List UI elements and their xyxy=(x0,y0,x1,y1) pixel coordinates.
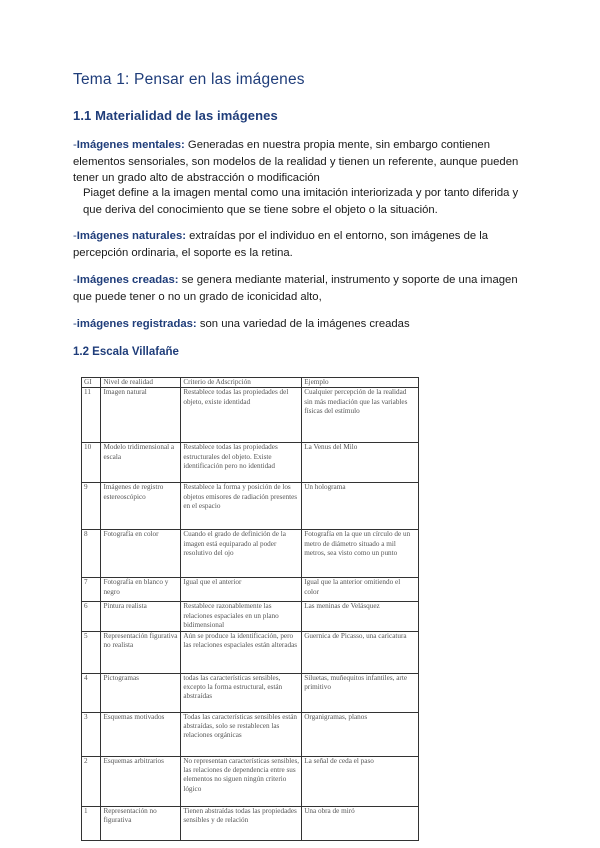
cell-gi: 9 xyxy=(82,483,101,530)
cell-ejemplo: Fotografía en la que un círculo de un metro de diámetro situado a mil metros, sea visto como un punto xyxy=(302,530,419,578)
cell-ejemplo: Las meninas de Velásquez xyxy=(302,602,419,631)
table-row xyxy=(82,388,419,443)
cell-gi: 5 xyxy=(82,631,101,673)
cell-criterio: Todas las características sensibles están abstraídas, solo se restablecen las relaciones orgánicas xyxy=(181,712,302,756)
table-header-row xyxy=(82,378,419,388)
paragraph-registradas xyxy=(73,316,523,333)
table-row xyxy=(82,631,419,673)
bullet-dash: - xyxy=(73,139,77,151)
table-row xyxy=(82,673,419,712)
page-title: Tema 1: Pensar en las imágenes xyxy=(73,71,305,88)
column-header-gi: GI xyxy=(82,378,101,388)
table-body xyxy=(82,388,419,840)
cell-ejemplo: Guernica de Picasso, una caricatura xyxy=(302,631,419,673)
cell-criterio: No representan características sensibles, las relaciones de dependencia entre sus elementos no siguen ningún criterio lógico xyxy=(181,756,302,806)
cell-ejemplo: La señal de ceda el paso xyxy=(302,756,419,806)
cell-nivel: Esquemas arbitrarios xyxy=(101,756,181,806)
cell-nivel: Imagen natural xyxy=(101,388,181,443)
text-creadas: se genera mediante material, instrumento y soporte de una imagen que puede tener o no un grado de iconicidad alto, xyxy=(73,274,518,303)
column-header-ejemplo: Ejemplo xyxy=(302,378,419,388)
text-registradas: son una variedad de la imágenes creadas xyxy=(196,318,410,330)
table-row xyxy=(82,443,419,483)
cell-nivel: Pintura realista xyxy=(101,602,181,631)
table-row xyxy=(82,806,419,840)
cell-gi: 3 xyxy=(82,712,101,756)
bullet-dash: - xyxy=(73,318,77,330)
column-header-criterio: Criterio de Adscripción xyxy=(181,378,302,388)
cell-gi: 2 xyxy=(82,756,101,806)
cell-nivel: Fotografía en blanco y negro xyxy=(101,578,181,602)
cell-ejemplo: Una obra de miró xyxy=(302,806,419,840)
cell-nivel: Esquemas motivados xyxy=(101,712,181,756)
cell-ejemplo: Igual que la anterior omitiendo el color xyxy=(302,578,419,602)
cell-criterio: Restablece todas las propiedades estructurales del objeto. Existe identificación pero no identidad xyxy=(181,443,302,483)
paragraph-mentales xyxy=(73,137,523,187)
cell-criterio: Cuando el grado de definición de la imagen está equiparado al poder resolutivo del ojo xyxy=(181,530,302,578)
cell-ejemplo: Cualquier percepción de la realidad sin más mediación que las variables físicas del estímulo xyxy=(302,388,419,443)
column-header-nivel: Nivel de realidad xyxy=(101,378,181,388)
cell-nivel: Pictogramas xyxy=(101,673,181,712)
term-mentales: Imágenes mentales: xyxy=(76,139,185,151)
cell-nivel: Fotografía en color xyxy=(101,530,181,578)
cell-criterio: Restablece todas las propiedades del objeto, existe identidad xyxy=(181,388,302,443)
cell-gi: 10 xyxy=(82,443,101,483)
term-creadas: Imágenes creadas: xyxy=(76,274,179,286)
table-row xyxy=(82,602,419,631)
cell-criterio: Igual que el anterior xyxy=(181,578,302,602)
text-mentales: Generadas en nuestra propia mente, sin embargo contienen elementos sensoriales, son modelos de la realidad y tienen un referente, aunque pueden tener un grado alto de abstracción o modificación xyxy=(73,139,519,184)
cell-gi: 1 xyxy=(82,806,101,840)
text-naturales: extraídas por el individuo en el entorno, son imágenes de la percepción ordinaria, el soporte es la retina. xyxy=(73,230,489,259)
cell-ejemplo: Siluetas, muñequitos infantiles, arte primitivo xyxy=(302,673,419,712)
cell-nivel: Representación no figurativa xyxy=(101,806,181,840)
cell-nivel: Modelo tridimensional a escala xyxy=(101,443,181,483)
table-row xyxy=(82,578,419,602)
cell-gi: 7 xyxy=(82,578,101,602)
cell-gi: 4 xyxy=(82,673,101,712)
cell-ejemplo: Un holograma xyxy=(302,483,419,530)
cell-nivel: Imágenes de registro estereoscópico xyxy=(101,483,181,530)
paragraph-piaget: Piaget define a la imagen mental como una imitación interiorizada y por tanto diferida y que deriva del conocimiento que se tiene sobre el objeto o la situación. xyxy=(83,187,519,216)
cell-gi: 6 xyxy=(82,602,101,631)
table-row xyxy=(82,756,419,806)
table-row xyxy=(82,530,419,578)
table-row xyxy=(82,483,419,530)
cell-gi: 8 xyxy=(82,530,101,578)
cell-gi: 11 xyxy=(82,388,101,443)
cell-criterio: Restablece razonablemente las relaciones espaciales en un plano bidimensional xyxy=(181,602,302,631)
section-heading-escala: 1.2 Escala Villafañe xyxy=(73,346,179,358)
term-registradas: imágenes registradas: xyxy=(76,318,197,330)
paragraph-naturales xyxy=(73,228,523,261)
paragraph-creadas xyxy=(73,272,523,305)
section-heading-materialidad: 1.1 Materialidad de las imágenes xyxy=(73,108,278,123)
cell-ejemplo: La Venus del Milo xyxy=(302,443,419,483)
cell-criterio: todas las características sensibles, excepto la forma estructural, están abstraídas xyxy=(181,673,302,712)
bullet-dash: - xyxy=(73,230,77,242)
table-row xyxy=(82,712,419,756)
cell-ejemplo: Organigramas, planos xyxy=(302,712,419,756)
villafane-scale-table xyxy=(81,377,419,841)
bullet-dash: - xyxy=(73,274,77,286)
term-naturales: Imágenes naturales: xyxy=(76,230,187,242)
cell-criterio: Restablece la forma y posición de los objetos emisores de radiación presentes en el espacio xyxy=(181,483,302,530)
cell-criterio: Tienen abstraídas todas las propiedades sensibles y de relación xyxy=(181,806,302,840)
cell-nivel: Representación figurativa no realista xyxy=(101,631,181,673)
cell-criterio: Aún se produce la identificación, pero las relaciones espaciales están alteradas xyxy=(181,631,302,673)
